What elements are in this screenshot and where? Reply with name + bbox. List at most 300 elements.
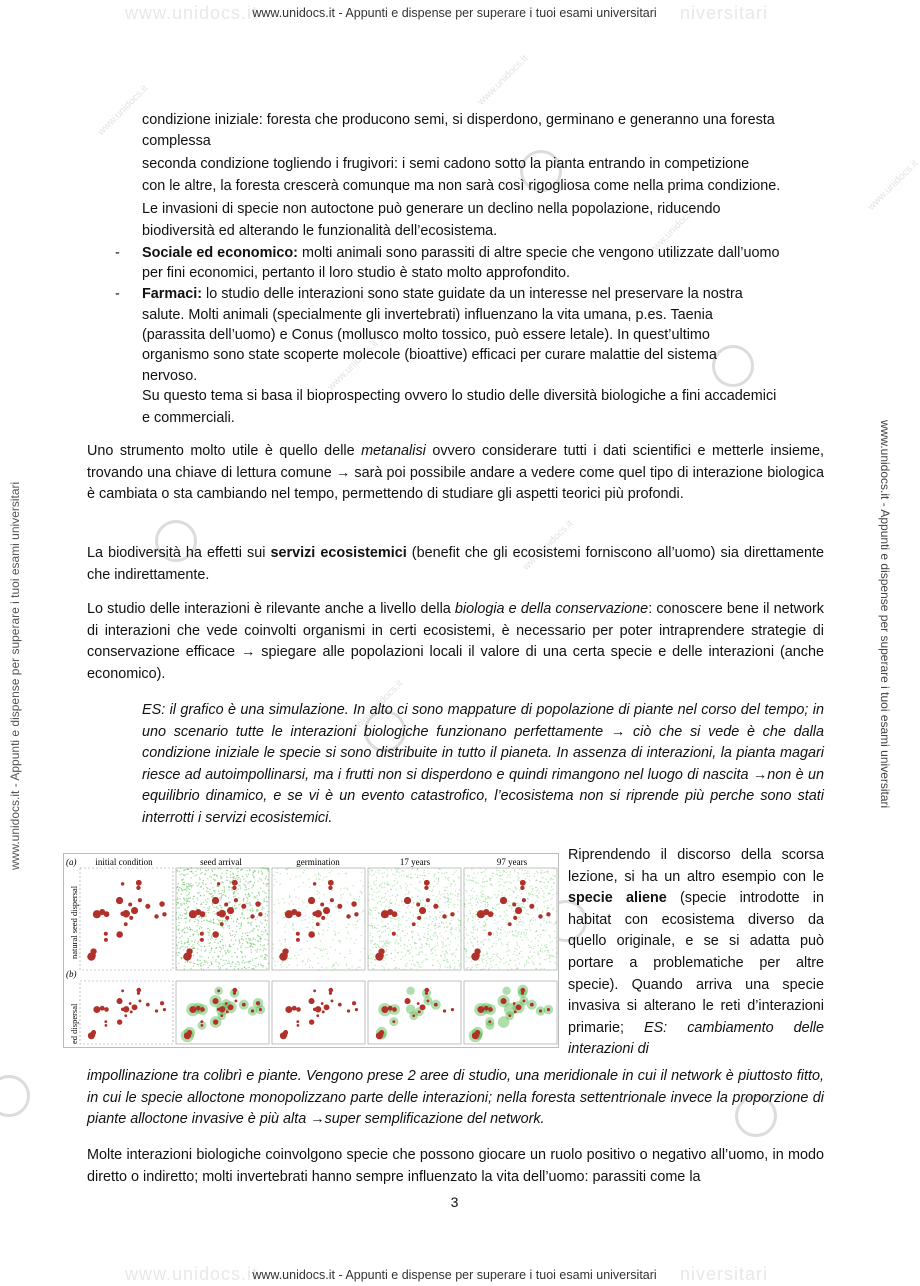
seedling-mark xyxy=(460,924,461,925)
seedling-mark xyxy=(394,903,395,904)
seedling-mark xyxy=(545,900,546,901)
seedling-mark xyxy=(417,922,418,923)
seedling-mark xyxy=(254,928,255,929)
seedling-mark xyxy=(438,877,439,878)
seedling-mark xyxy=(198,934,199,935)
seedling-mark xyxy=(247,942,248,943)
seedling-mark xyxy=(477,937,478,938)
seed-mark xyxy=(323,907,330,914)
seedling-mark xyxy=(459,963,460,964)
seedling-mark xyxy=(372,936,373,937)
seedling-mark xyxy=(203,888,204,889)
seedling-mark xyxy=(517,876,518,877)
seed-mark xyxy=(100,1006,105,1011)
seedling-mark xyxy=(226,960,227,961)
seedling-mark xyxy=(440,965,441,966)
seedling-mark xyxy=(465,929,466,930)
bullet-line: per fini economici, pertanto il loro studio è stato molto approfondito. xyxy=(142,265,570,281)
seedling-mark xyxy=(398,868,399,869)
seedling-mark xyxy=(372,968,373,969)
seedling-mark xyxy=(424,917,425,918)
seedling-mark xyxy=(262,906,263,907)
seedling-mark xyxy=(327,953,328,954)
seedling-mark xyxy=(455,870,456,871)
seedling-mark xyxy=(468,879,469,880)
seedling-mark xyxy=(518,924,519,925)
seedling-mark xyxy=(218,886,219,887)
seedling-mark xyxy=(252,959,253,960)
seedling-mark xyxy=(467,942,468,943)
seedling-mark xyxy=(460,921,461,922)
seed-mark xyxy=(233,992,236,995)
seedling-mark xyxy=(205,899,206,900)
seedling-mark xyxy=(350,894,351,895)
seedling-mark xyxy=(235,908,236,909)
seedling-mark xyxy=(326,918,327,919)
seedling-mark xyxy=(439,917,440,918)
seedling-mark xyxy=(396,883,397,884)
seedling-mark xyxy=(510,874,511,875)
seedling-mark xyxy=(192,885,193,886)
seedling-mark xyxy=(328,927,329,928)
seedling-mark xyxy=(522,904,523,905)
seedling-mark xyxy=(189,961,190,962)
seedling-mark xyxy=(467,920,468,921)
seedling-mark xyxy=(176,937,177,938)
seedling-mark xyxy=(524,964,525,965)
seedling-mark xyxy=(179,907,180,908)
seed-mark xyxy=(313,1008,316,1011)
seedling-mark xyxy=(474,929,475,930)
seedling-mark xyxy=(278,949,279,950)
seedling-mark xyxy=(330,946,331,947)
seedling-mark xyxy=(552,909,553,910)
seedling-mark xyxy=(451,927,452,928)
seedling-mark xyxy=(526,932,527,933)
seedling-mark xyxy=(396,934,397,935)
seedling-mark xyxy=(283,917,284,918)
seedling-mark xyxy=(511,908,512,909)
seedling-mark xyxy=(541,877,542,878)
seedling-mark xyxy=(476,911,477,912)
seedling-mark xyxy=(371,888,372,889)
seedling-mark xyxy=(537,935,538,936)
seedling-mark xyxy=(410,952,411,953)
seedling-mark xyxy=(234,952,235,953)
seedling-mark xyxy=(307,927,308,928)
seedling-mark xyxy=(446,887,447,888)
seedling-mark xyxy=(397,910,398,911)
seedling-mark xyxy=(197,959,198,960)
seedling-mark xyxy=(201,965,202,966)
seedling-mark xyxy=(191,946,192,947)
seedling-mark xyxy=(489,878,490,879)
seedling-mark xyxy=(505,931,506,932)
seed-mark xyxy=(129,1002,132,1005)
seedling-mark xyxy=(549,957,550,958)
seedling-mark xyxy=(331,870,332,871)
seedling-mark xyxy=(381,898,382,899)
header-link[interactable]: www.unidocs.it - Appunti e dispense per superare i tuoi esami universitari xyxy=(252,6,657,20)
seedling-mark xyxy=(527,939,528,940)
seedling-mark xyxy=(346,965,347,966)
seedling-mark xyxy=(429,946,430,947)
seed-mark xyxy=(346,914,350,918)
seedling-mark xyxy=(376,918,377,919)
seedling-mark xyxy=(470,969,471,970)
seedling-mark xyxy=(214,923,215,924)
seed-mark xyxy=(477,1006,484,1013)
seed-mark xyxy=(145,904,150,909)
seedling-mark xyxy=(253,885,254,886)
seedling-mark xyxy=(450,931,451,932)
seed-mark xyxy=(488,1020,491,1023)
seedling-mark xyxy=(219,963,220,964)
seedling-mark xyxy=(438,906,439,907)
seedling-mark xyxy=(309,960,310,961)
seedling-mark xyxy=(465,953,466,954)
side-watermark-right: www.unidocs.it - Appunti e dispense per superare i tuoi esami universitari xyxy=(878,420,892,809)
seedling-mark xyxy=(534,873,535,874)
seedling-mark xyxy=(391,958,392,959)
seedling-mark xyxy=(389,884,390,885)
seedling-mark xyxy=(232,961,233,962)
seedling-mark xyxy=(409,892,410,893)
seedling-mark xyxy=(247,935,248,936)
seedling-mark xyxy=(371,910,372,911)
seedling-mark xyxy=(474,964,475,965)
seedling-mark xyxy=(555,957,556,958)
seedling-mark xyxy=(500,915,501,916)
seedling-mark xyxy=(426,958,427,959)
seed-mark xyxy=(330,999,333,1002)
seedling-mark xyxy=(190,919,191,920)
seedling-mark xyxy=(403,874,404,875)
seed-mark xyxy=(220,1014,223,1017)
seedling-mark xyxy=(211,937,212,938)
intro-line: biodiversità ed alterando le funzionalità dell’ecosistema. xyxy=(142,223,498,239)
seedling-mark xyxy=(524,965,525,966)
seedling-mark xyxy=(401,870,402,871)
bullet-term: Farmaci: xyxy=(142,286,202,302)
seedling-mark xyxy=(540,964,541,965)
seedling-mark xyxy=(192,873,193,874)
seedling-mark xyxy=(525,929,526,930)
seedling-mark xyxy=(500,933,501,934)
seedling-mark xyxy=(389,896,390,897)
seedling-mark xyxy=(258,925,259,926)
seedling-mark xyxy=(443,896,444,897)
seedling-mark xyxy=(536,880,537,881)
seedling-mark xyxy=(185,874,186,875)
diagonal-watermark: www.unidocs.it xyxy=(520,518,576,573)
seedling-mark xyxy=(267,915,268,916)
seedling-mark xyxy=(260,887,261,888)
seedling-mark xyxy=(181,935,182,936)
row-label-b: ed dispersal xyxy=(69,1003,79,1044)
bullet-line: e commerciali. xyxy=(142,410,235,426)
seedling-mark xyxy=(207,891,208,892)
seedling-mark xyxy=(521,924,522,925)
seedling-mark xyxy=(492,875,493,876)
seedling-mark xyxy=(406,965,407,966)
seedling-mark xyxy=(447,961,448,962)
seedling-mark xyxy=(537,889,538,890)
seed-mark xyxy=(308,897,315,904)
seedling-mark xyxy=(320,875,321,876)
seedling-mark xyxy=(242,869,243,870)
seedling-mark xyxy=(245,968,246,969)
seedling-mark xyxy=(430,936,431,937)
seedling-mark xyxy=(395,941,396,942)
seedling-mark xyxy=(451,883,452,884)
seedling-mark xyxy=(533,894,534,895)
seedling-mark xyxy=(554,937,555,938)
seedling-mark xyxy=(514,960,515,961)
seed-mark xyxy=(296,938,300,942)
seedling-mark xyxy=(205,904,206,905)
seedling-mark xyxy=(470,903,471,904)
seedling-mark xyxy=(234,905,235,906)
seed-mark xyxy=(522,898,526,902)
seedling-mark xyxy=(207,962,208,963)
seedling-mark xyxy=(437,926,438,927)
seedling-mark xyxy=(266,905,267,906)
seed-mark xyxy=(234,999,237,1002)
seedling-mark xyxy=(513,892,514,893)
seedling-mark xyxy=(240,926,241,927)
seedling-mark xyxy=(549,935,550,936)
seed-mark xyxy=(232,880,238,886)
seed-mark xyxy=(412,1014,415,1017)
seedling-mark xyxy=(515,897,516,898)
seedling-mark xyxy=(251,968,252,969)
seedling-mark xyxy=(252,874,253,875)
seedling-mark xyxy=(439,969,440,970)
seedling-mark xyxy=(435,935,436,936)
seedling-mark xyxy=(359,959,360,960)
seedling-mark xyxy=(429,916,430,917)
seedling-mark xyxy=(250,961,251,962)
seedling-mark xyxy=(261,965,262,966)
seedling-mark xyxy=(390,921,391,922)
seedling-mark xyxy=(377,903,378,904)
seedling-mark xyxy=(221,948,222,949)
seedling-mark xyxy=(233,944,234,945)
seed-mark xyxy=(443,1009,446,1012)
seedling-mark xyxy=(522,906,523,907)
seedling-mark xyxy=(506,903,507,904)
seedling-mark xyxy=(231,940,232,941)
seedling-mark xyxy=(506,890,507,891)
seedling-mark xyxy=(197,931,198,932)
seedling-mark xyxy=(284,931,285,932)
seedling-mark xyxy=(397,869,398,870)
seedling-mark xyxy=(455,890,456,891)
seedling-mark xyxy=(526,875,527,876)
seedling-mark xyxy=(302,900,303,901)
seedling-mark xyxy=(497,894,498,895)
seedling-mark xyxy=(435,925,436,926)
seedling-mark xyxy=(509,871,510,872)
seedling-mark xyxy=(384,901,385,902)
seedling-mark xyxy=(517,942,518,943)
seedling-mark xyxy=(177,897,178,898)
seedling-mark xyxy=(535,938,536,939)
seedling-mark xyxy=(523,932,524,933)
seedling-mark xyxy=(376,944,377,945)
seedling-mark xyxy=(522,869,523,870)
seedling-mark xyxy=(385,957,386,958)
seedling-mark xyxy=(220,959,221,960)
seed-mark xyxy=(117,1019,122,1024)
seedling-mark xyxy=(179,871,180,872)
seedling-mark xyxy=(180,874,181,875)
seedling-mark xyxy=(515,965,516,966)
seedling-mark xyxy=(547,872,548,873)
seedling-mark xyxy=(295,876,296,877)
seedling-mark xyxy=(335,962,336,963)
seedling-mark xyxy=(545,929,546,930)
seedling-mark xyxy=(447,901,448,902)
seedling-mark xyxy=(513,911,514,912)
seedling-mark xyxy=(181,931,182,932)
seed-mark xyxy=(136,886,140,890)
seed-mark xyxy=(212,931,219,938)
seedling-mark xyxy=(242,932,243,933)
seedling-mark xyxy=(317,873,318,874)
seedling-mark xyxy=(444,890,445,891)
seedling-mark xyxy=(360,880,361,881)
seedling-mark xyxy=(317,957,318,958)
seedling-mark xyxy=(541,888,542,889)
seedling-mark xyxy=(539,881,540,882)
footer-link[interactable]: www.unidocs.it - Appunti e dispense per superare i tuoi esami universitari xyxy=(252,1268,657,1282)
seedling-mark xyxy=(350,938,351,939)
seedling-mark xyxy=(473,929,474,930)
seedling-mark xyxy=(192,948,193,949)
seedling-mark xyxy=(473,913,474,914)
seed-mark xyxy=(104,1007,109,1012)
seedling-mark xyxy=(526,909,527,910)
seedling-mark xyxy=(176,904,177,905)
seedling-mark xyxy=(459,889,460,890)
seedling-mark xyxy=(375,880,376,881)
seedling-mark xyxy=(177,952,178,953)
seedling-mark xyxy=(209,930,210,931)
seedling-mark xyxy=(181,930,182,931)
seedling-mark xyxy=(286,966,287,967)
seedling-mark xyxy=(500,961,501,962)
seedling-mark xyxy=(531,947,532,948)
seedling-mark xyxy=(537,953,538,954)
seedling-mark xyxy=(238,962,239,963)
seedling-mark xyxy=(505,882,506,883)
seedling-mark xyxy=(239,942,240,943)
seedling-mark xyxy=(387,954,388,955)
seedling-mark xyxy=(214,892,215,893)
seedling-mark xyxy=(416,969,417,970)
seedling-mark xyxy=(405,955,406,956)
seedling-mark xyxy=(491,910,492,911)
seedling-mark xyxy=(383,947,384,948)
seedling-mark xyxy=(519,877,520,878)
seedling-mark xyxy=(227,963,228,964)
seedling-mark xyxy=(289,895,290,896)
seedling-mark xyxy=(506,910,507,911)
seedling-mark xyxy=(244,962,245,963)
seedling-mark xyxy=(468,918,469,919)
seedling-mark xyxy=(245,880,246,881)
seedling-mark xyxy=(204,951,205,952)
seedling-mark xyxy=(482,896,483,897)
seed-mark xyxy=(313,882,316,885)
seedling-mark xyxy=(247,932,248,933)
seedling-mark xyxy=(408,874,409,875)
seedling-mark xyxy=(179,932,180,933)
seedling-mark xyxy=(467,967,468,968)
seedling-mark xyxy=(237,888,238,889)
seedling-mark xyxy=(278,899,279,900)
seedling-mark xyxy=(211,896,212,897)
seedling-mark xyxy=(536,890,537,891)
seedling-mark xyxy=(471,966,472,967)
seedling-mark xyxy=(551,886,552,887)
seedling-mark xyxy=(378,901,379,902)
seedling-mark xyxy=(176,967,177,968)
seedling-mark xyxy=(482,943,483,944)
seed-mark xyxy=(137,992,140,995)
seedling-mark xyxy=(282,898,283,899)
seedling-mark xyxy=(230,966,231,967)
seed-mark xyxy=(116,897,123,904)
seedling-mark xyxy=(524,935,525,936)
seedling-mark xyxy=(243,898,244,899)
seedling-mark xyxy=(225,894,226,895)
seedling-mark xyxy=(198,941,199,942)
intro-line: condizione iniziale: foresta che producono semi, si disperdono, germinano e generanno una foresta xyxy=(142,112,775,128)
seedling-mark xyxy=(487,896,488,897)
seedling-mark xyxy=(254,896,255,897)
seedling-mark xyxy=(181,873,182,874)
seedling-mark xyxy=(382,876,383,877)
seedling-mark xyxy=(196,903,197,904)
seedling-mark xyxy=(246,941,247,942)
seedling-mark xyxy=(430,953,431,954)
paragraph-esempio: ES: il grafico è una simulazione. In alto ci sono mappature di popolazione di piante nel corso del tempo; in uno scenario tutte le interazioni biologiche funzionano perfettamente → ciò che si vede è che dalla condizione iniziale le specie si sono distribuite in tutto il pianeta. In assenza di interazioni, la pianta magari riesce ad autoimpollinarsi, ma i frutti non si disperdono e quindi rimangono nel luogo di nascita →non è un equilibrio dinamico, e se vi è un evento catastrofico, l’ecosistema non si riprende più perche sono stati interrotti i servizi ecosistemici. xyxy=(142,702,824,826)
seed-mark xyxy=(232,886,236,890)
seed-mark xyxy=(224,902,228,906)
seedling-mark xyxy=(182,915,183,916)
seedling-mark xyxy=(177,892,178,893)
seedling-mark xyxy=(384,896,385,897)
seedling-mark xyxy=(318,933,319,934)
seedling-mark xyxy=(473,873,474,874)
seedling-mark xyxy=(546,944,547,945)
seed-mark xyxy=(136,880,142,886)
seedling-mark xyxy=(473,881,474,882)
seedling-mark xyxy=(285,941,286,942)
seedling-mark xyxy=(370,950,371,951)
seedling-mark xyxy=(226,920,227,921)
seedling-mark xyxy=(488,947,489,948)
seedling-mark xyxy=(329,903,330,904)
seedling-mark xyxy=(188,944,189,945)
seedling-mark xyxy=(235,966,236,967)
seedling-mark xyxy=(494,919,495,920)
seed-mark xyxy=(321,1002,324,1005)
panel-title: 97 years xyxy=(496,857,528,867)
